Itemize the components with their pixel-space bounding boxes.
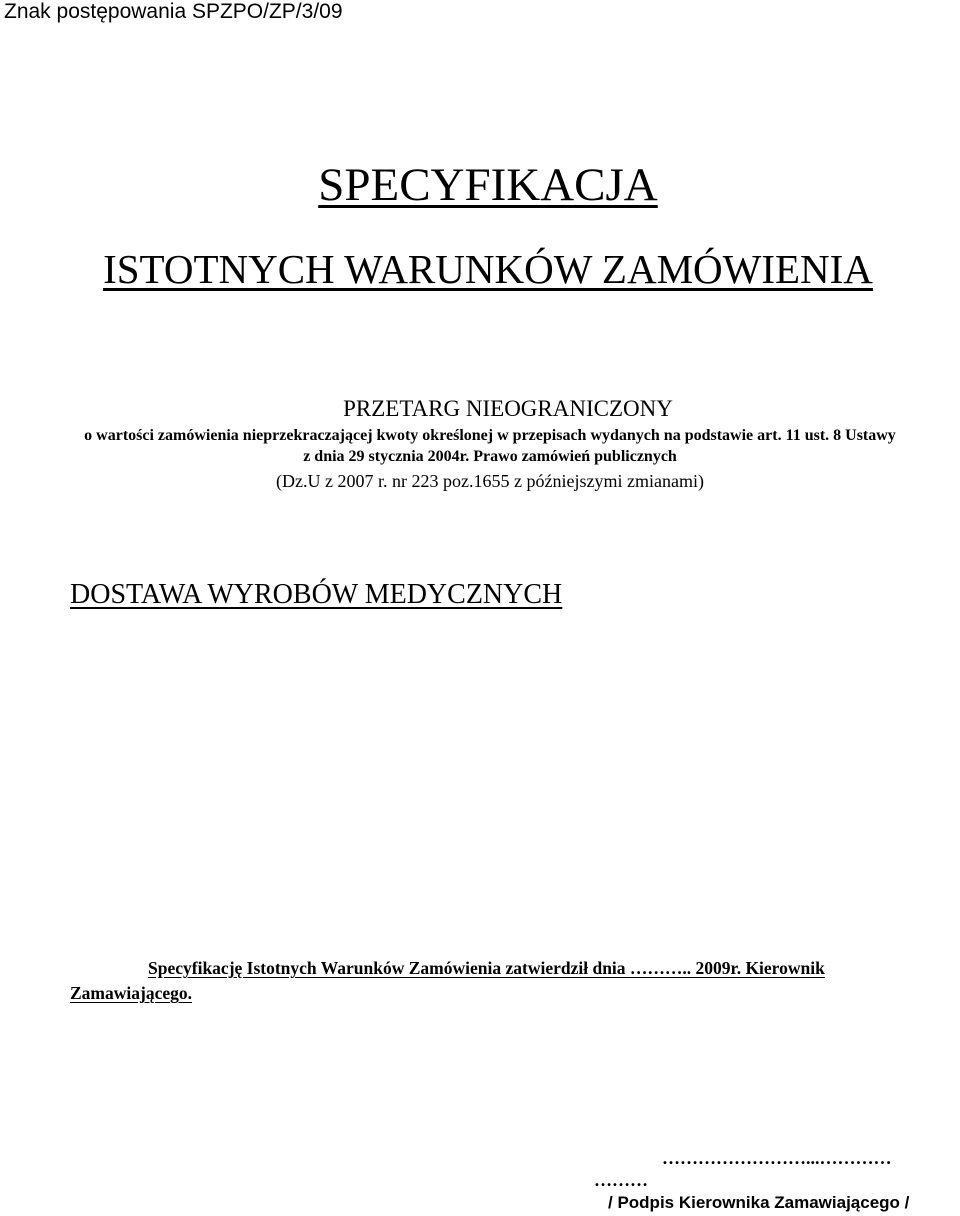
approval-statement-line1: Specyfikację Istotnych Warunków Zamówienia zatwierdził dnia ……….. 2009r. Kierownik [148,958,825,978]
document-title-line2-text: ISTOTNYCH WARUNKÓW ZAMÓWIENIA [103,246,873,292]
case-number: Znak postępowania SPZPO/ZP/3/09 [4,0,343,23]
procedure-type: PRZETARG NIEOGRANICZONY [343,396,673,421]
signature-label: / Podpis Kierownika Zamawiającego / [608,1193,910,1212]
procedure-value-line2: z dnia 29 stycznia 2004r. Prawo zamówień publicznych [303,448,677,465]
approval-statement-line2: Zamawiającego. [70,983,192,1003]
signature-dots-line1: ……………………...………… [662,1148,892,1168]
document-title-line2 [0,246,960,292]
procedure-value-line3: (Dz.U z 2007 r. nr 223 poz.1655 z późniejszymi zmianami) [276,471,704,491]
signature-dots-line2: ……… [594,1170,648,1190]
document-title-line1 [0,158,960,212]
order-subject: DOSTAWA WYROBÓW MEDYCZNYCH [70,579,563,610]
procedure-value-line1: o wartości zamówienia nieprzekraczającej kwoty określonej w przepisach wydanych na podstawie art. 11 ust. 8 Ustawy [84,427,896,444]
document-title-line1-text: SPECYFIKACJA [318,159,658,211]
